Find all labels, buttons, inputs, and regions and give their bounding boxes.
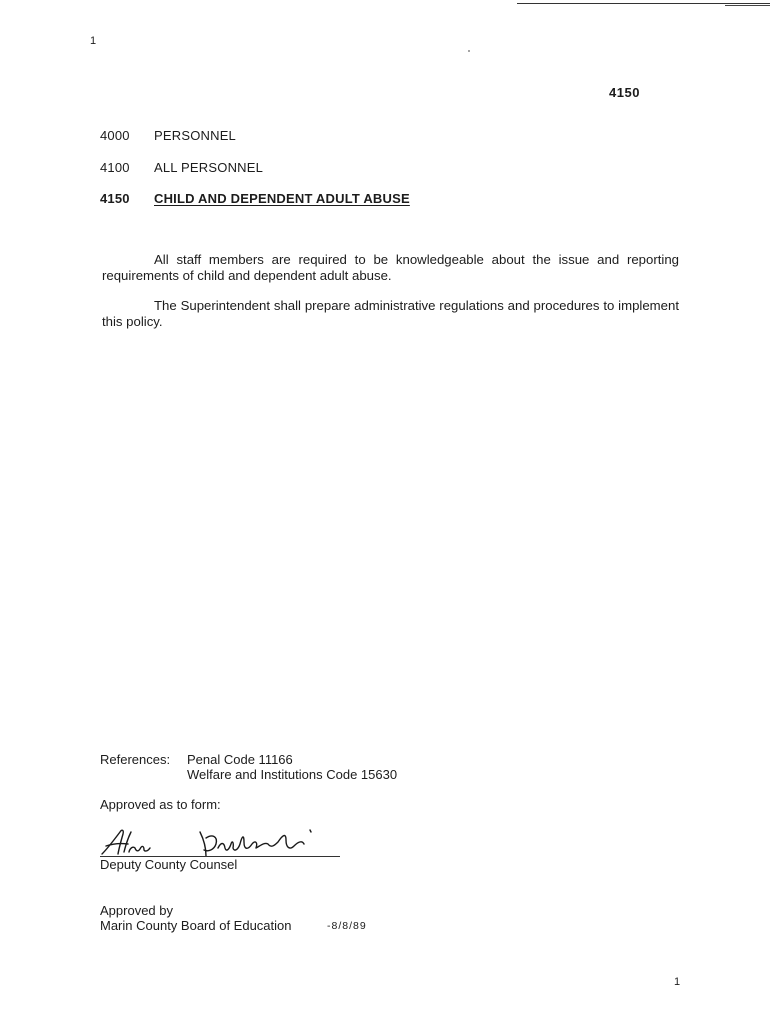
approval-date: -8/8/89 (327, 920, 367, 932)
approving-board: Marin County Board of Education (100, 918, 292, 933)
policy-paragraph-1: All staff members are required to be knowledgeable about the issue and reporting requirements of child and dependent adult abuse. (102, 252, 679, 283)
references-label: References: (100, 752, 171, 767)
document-number: 4150 (609, 85, 640, 100)
page-number: 1 (674, 976, 681, 988)
approved-by-label: Approved by (100, 903, 173, 918)
section-label: PERSONNEL (154, 128, 236, 143)
section-4100 (100, 160, 600, 178)
corner-page-mark: 1 (90, 35, 97, 47)
policy-title: CHILD AND DEPENDENT ADULT ABUSE (154, 191, 410, 206)
approved-as-to-form-label: Approved as to form: (100, 797, 221, 812)
reference-item: Penal Code 11166 (187, 752, 293, 767)
section-4150-title (100, 191, 600, 209)
section-code: 4150 (100, 191, 130, 206)
section-code: 4100 (100, 160, 130, 175)
signatory-title: Deputy County Counsel (100, 857, 238, 872)
reference-item: Welfare and Institutions Code 15630 (187, 767, 398, 782)
section-code: 4000 (100, 128, 130, 143)
top-edge-rule (517, 3, 770, 4)
section-label: ALL PERSONNEL (154, 160, 264, 175)
top-edge-rule-secondary (725, 5, 770, 6)
section-4000 (100, 128, 600, 146)
policy-paragraph-2: The Superintendent shall prepare administrative regulations and procedures to implement this policy. (102, 298, 679, 329)
scan-speck (468, 50, 470, 52)
